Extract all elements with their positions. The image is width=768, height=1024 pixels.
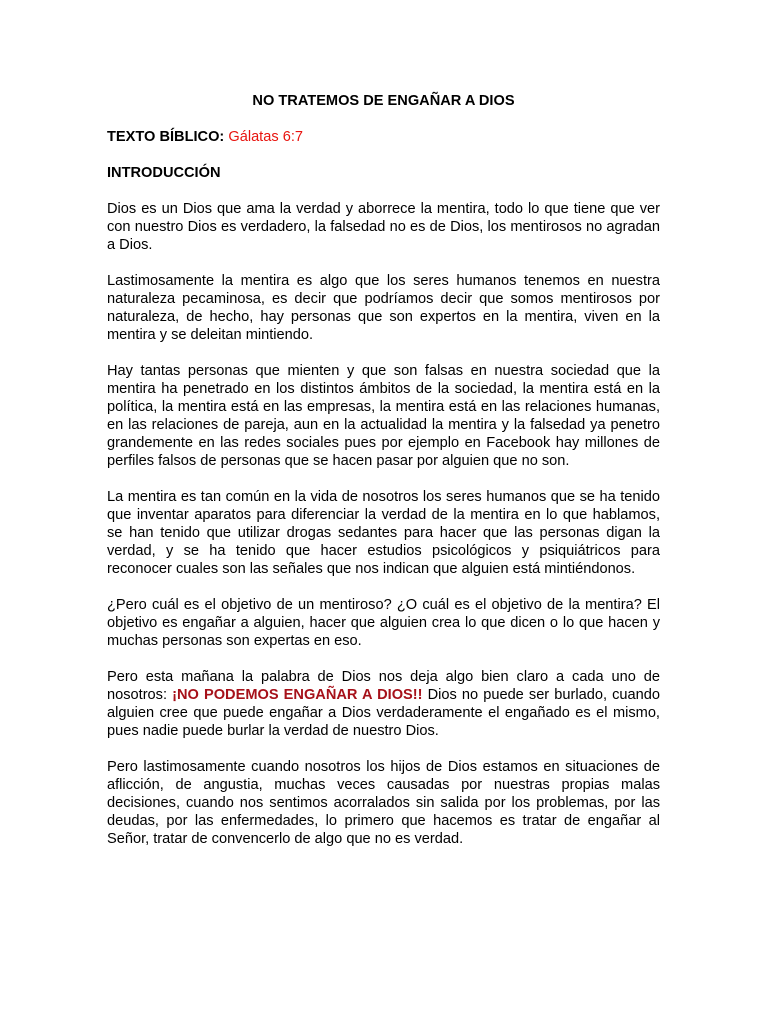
biblical-text-line [107, 128, 660, 146]
document-title: NO TRATEMOS DE ENGAÑAR A DIOS [252, 93, 515, 109]
introduction-heading: INTRODUCCIÓN [107, 165, 221, 181]
paragraph-3: Hay tantas personas que mienten y que son falsas en nuestra sociedad que la mentira ha penetrado en los distintos ámbitos de la sociedad, la mentira está en la política, la mentira está en las empresas, la mentira está en las relaciones humanas, en las relaciones de pareja, aun en la actualidad la mentira y la falsedad ya penetro grandemente en las redes sociales pues por ejemplo en Facebook hay millones de perfiles falsos de personas que se hacen pasar por alguien que no son. [107, 363, 660, 469]
biblical-text-label: TEXTO BÍBLICO: [107, 129, 225, 145]
paragraph-6-rest: Dios no puede ser burlado, cuando alguien cree que puede engañar a Dios verdaderamente el engañado es el mismo, pues nadie puede burlar la verdad de nuestro Dios. [107, 687, 660, 739]
document-page [107, 92, 660, 866]
paragraph-1: Dios es un Dios que ama la verdad y aborrece la mentira, todo lo que tiene que ver con nuestro Dios es verdadero, la falsedad no es de Dios, los mentirosos no agradan a Dios. [107, 201, 660, 253]
paragraph-7: Pero lastimosamente cuando nosotros los hijos de Dios estamos en situaciones de aflicción, de angustia, muchas veces causadas por nuestras propias malas decisiones, cuando nos sentimos acorralados sin salida por los problemas, por las deudas, por las enfermedades, lo primero que hacemos es tratar de engañar al Señor, tratar de convencerlo de algo que no es verdad. [107, 759, 660, 847]
biblical-reference: Gálatas 6:7 [228, 129, 303, 145]
paragraph-5: ¿Pero cuál es el objetivo de un mentiroso? ¿O cuál es el objetivo de la mentira? El objetivo es engañar a alguien, hacer que alguien crea lo que dicen o lo que hacen y muchas personas son expertas en eso. [107, 597, 660, 649]
paragraph-6-intro: Pero esta mañana la palabra de Dios nos deja algo bien claro a cada uno de nosotros: [107, 669, 660, 703]
emphasis-statement: ¡NO PODEMOS ENGAÑAR A DIOS!! [172, 687, 423, 703]
paragraph-6 [107, 668, 660, 740]
paragraph-2: Lastimosamente la mentira es algo que los seres humanos tenemos en nuestra naturaleza pecaminosa, es decir que podríamos decir que somos mentirosos por naturaleza, de hecho, hay personas que son expertos en la mentira, viven en la mentira y se deleitan mintiendo. [107, 273, 660, 343]
paragraph-4: La mentira es tan común en la vida de nosotros los seres humanos que se ha tenido que inventar aparatos para diferenciar la verdad de la mentira en lo que hablamos, se han tenido que utilizar drogas sedantes para hacer que las personas digan la verdad, y se ha tenido que hacer estudios psicológicos y psiquiátricos para reconocer cuales son las señales que nos indican que alguien está mintiéndonos. [107, 489, 660, 577]
